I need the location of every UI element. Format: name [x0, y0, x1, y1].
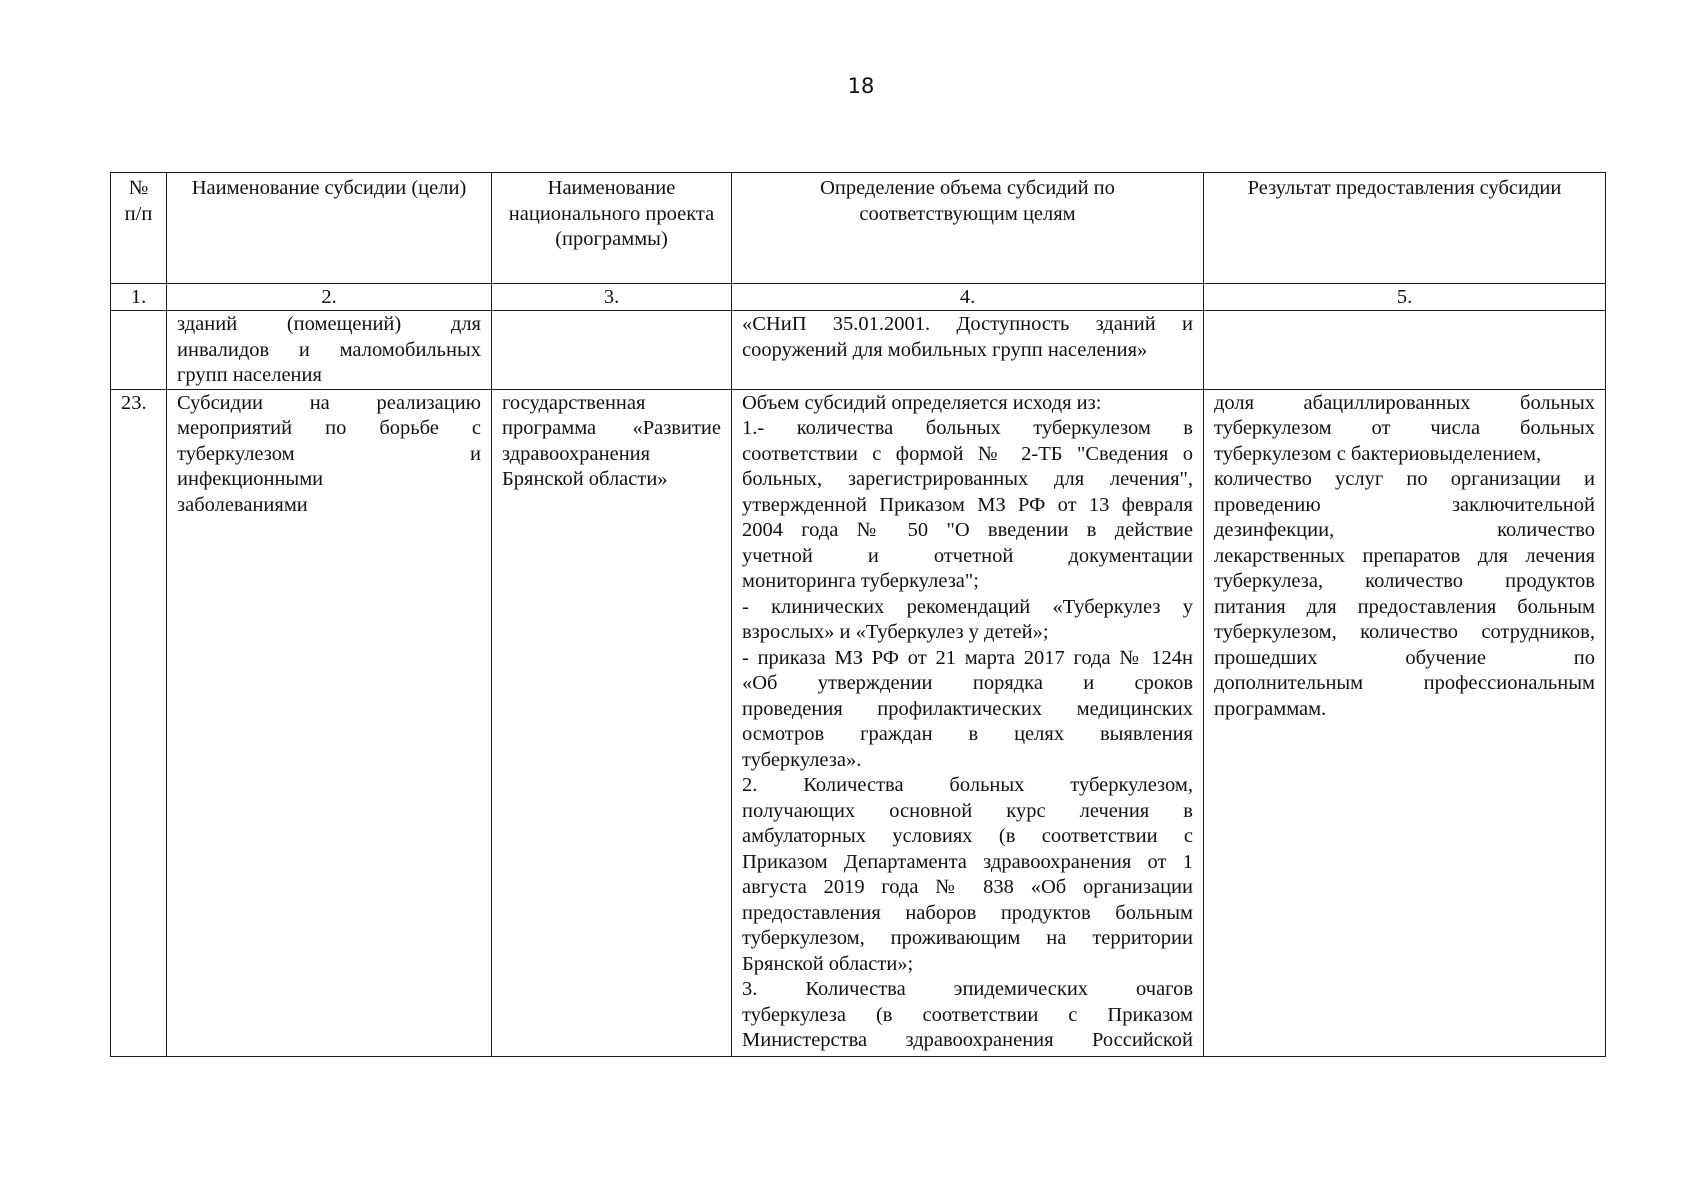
text-line: 1.- количества больных туберкулезом в: [742, 417, 1193, 439]
text-line: Субсидии на реализацию: [177, 391, 481, 414]
result-cell: [1204, 389, 1606, 1057]
volume-definition-cell: [732, 389, 1204, 1057]
subsidy-name-cell: [167, 389, 492, 1057]
text-line: туберкулезом и: [177, 442, 481, 465]
text-line: Брянской области»: [502, 468, 668, 490]
text-line: дезинфекции, количество: [1214, 519, 1595, 541]
text-line: амбулаторных условиях (в соответствии с: [742, 825, 1193, 847]
text-line: осмотров граждан в целях выявления: [742, 723, 1193, 745]
text-line: получающих основной курс лечения в: [742, 799, 1193, 822]
text-line: туберкулезом, количество сотрудников,: [1214, 621, 1595, 643]
text-line: здравоохранения: [502, 442, 651, 465]
text-line: программа «Развитие: [502, 417, 721, 439]
header-national-project: Наименование национального проекта (программы): [492, 173, 732, 284]
national-project-cell: [492, 389, 732, 1057]
header-row: [111, 173, 1606, 284]
text-line: Министерства здравоохранения Российской: [742, 1029, 1193, 1051]
text-line: дополнительным профессиональным: [1214, 672, 1595, 694]
continuation-row: [111, 311, 1606, 390]
column-number: 1.: [111, 284, 167, 311]
text-line: проведению заключительной: [1214, 493, 1595, 516]
continuation-volume-cell: [732, 311, 1204, 390]
header-volume-definition: Определение объема субсидий по соответствующим целям: [732, 173, 1204, 284]
column-number: 4.: [732, 284, 1204, 311]
text-line: Объем субсидий определяется исходя из:: [742, 391, 1102, 414]
text-line: количество услуг по организации и: [1214, 468, 1595, 490]
text-line: Брянской области»;: [742, 952, 914, 975]
text-line: мероприятий по борьбе с: [177, 417, 481, 439]
page-number: 18: [847, 74, 875, 98]
text-line: взрослых» и «Туберкулез у детей»;: [742, 621, 1049, 643]
header-number: № п/п: [111, 173, 167, 284]
table-row: [111, 389, 1606, 1057]
text-line: больных, зарегистрированных для лечения",: [742, 468, 1193, 490]
text-line: Приказом Департамента здравоохранения от 1: [742, 850, 1193, 873]
text-line: туберкулеза (в соответствии с Приказом: [742, 1003, 1193, 1026]
text-line: государственная: [502, 391, 646, 414]
continuation-subsidy-cell: [167, 311, 492, 390]
continuation-number-cell: [111, 311, 167, 390]
text-line: инфекционными: [177, 468, 324, 490]
text-line: туберкулеза, количество продуктов: [1214, 570, 1595, 592]
text-line: туберкулезом с бактериовыделением,: [1214, 442, 1542, 465]
text-line: 3. Количества эпидемических очагов: [742, 978, 1193, 1000]
column-number: 3.: [492, 284, 732, 311]
text-line: проведения профилактических медицинских: [742, 697, 1193, 720]
subsidy-table: [110, 172, 1606, 1057]
text-line: сооружений для мобильных групп населения»: [742, 338, 1148, 361]
text-line: предоставления наборов продуктов больным: [742, 901, 1193, 924]
text-line: лекарственных препаратов для лечения: [1214, 544, 1595, 567]
text-line: зданий (помещений) для: [177, 313, 481, 335]
text-line: питания для предоставления больным: [1214, 595, 1595, 618]
text-line: соответствии с формой № 2-ТБ "Сведения о: [742, 442, 1193, 465]
text-line: инвалидов и маломобильных: [177, 338, 481, 361]
header-result: Результат предоставления субсидии: [1204, 173, 1606, 284]
text-line: мониторинга туберкулеза";: [742, 570, 979, 592]
header-subsidy-name: Наименование субсидии (цели): [167, 173, 492, 284]
text-line: 2004 года № 50 "О введении в действие: [742, 519, 1193, 541]
text-line: туберкулеза».: [742, 748, 862, 771]
row-number: 23.: [111, 389, 167, 1057]
column-number: 2.: [167, 284, 492, 311]
text-line: групп населения: [177, 364, 322, 386]
text-line: «СНиП 35.01.2001. Доступность зданий и: [742, 313, 1193, 335]
text-line: 2. Количества больных туберкулезом,: [742, 774, 1193, 796]
column-numbers-row: [111, 284, 1606, 311]
text-line: туберкулезом, проживающим на территории: [742, 927, 1193, 949]
column-number: 5.: [1204, 284, 1606, 311]
text-line: программам.: [1214, 697, 1327, 720]
text-line: - клинических рекомендаций «Туберкулез у: [742, 595, 1193, 618]
text-line: учетной и отчетной документации: [742, 544, 1193, 567]
text-line: - приказа МЗ РФ от 21 марта 2017 года № 124н: [742, 646, 1193, 669]
continuation-result-cell: [1204, 311, 1606, 390]
text-line: туберкулезом от числа больных: [1214, 417, 1595, 439]
text-line: утвержденной Приказом МЗ РФ от 13 февраля: [742, 493, 1193, 516]
text-line: заболеваниями: [177, 493, 308, 516]
text-line: доля абациллированных больных: [1214, 391, 1595, 414]
continuation-project-cell: [492, 311, 732, 390]
text-line: августа 2019 года № 838 «Об организации: [742, 876, 1193, 898]
text-line: прошедших обучение по: [1214, 646, 1595, 669]
text-line: «Об утверждении порядка и сроков: [742, 672, 1193, 694]
